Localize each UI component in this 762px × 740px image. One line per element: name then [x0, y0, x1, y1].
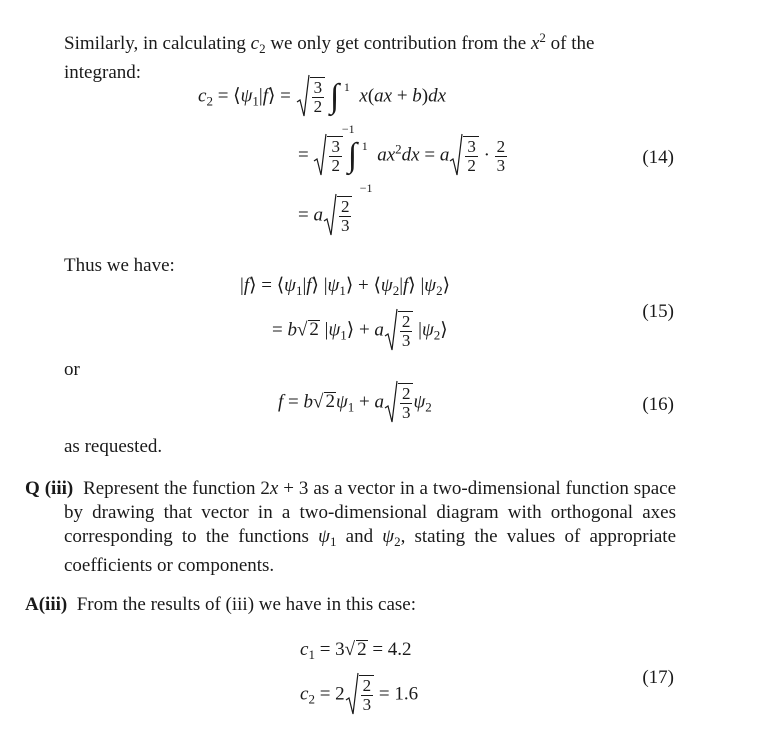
- eq16-label: (16): [642, 394, 674, 415]
- eq14-line1: $c_2$ = $⟨\psi_1|f⟩$ = $\frac{3}{2}$ ∫ 1 −1 x(ax + b)dx: [198, 74, 446, 120]
- eq17-coef-three: 3: [335, 639, 345, 660]
- question-label: Q (iii): [25, 478, 74, 499]
- intro-end: of the: [550, 33, 595, 54]
- question-iii: Q (iii) Represent the function 2x + 3 as a vector in a two-dimensional function space by drawing that vector in a two-dimensional diagram with orthogonal axes corresponding to the functions $\psi_1$ and $\psi_2$, stating the values of appropriate coefficients or components.: [25, 478, 676, 576]
- question-text-2: + 3 as a vector in a two-dimensional function space by drawing that vector in a two-dimensional diagram with orthogonal axes corresponding to the functions: [64, 478, 676, 547]
- eq16-line: f = b√ $2\psi_1 + a$ $\frac{2}{3}$ $\psi_2$: [278, 380, 432, 426]
- requested-text: as requested.: [64, 436, 163, 457]
- eq17-line2: $c_2 = 2$ $\frac{2}{3}$ = 1.6: [300, 672, 418, 718]
- question-text-4: , stating the values of appropriate coefficients or components.: [64, 526, 676, 576]
- answer-label: A(iii): [25, 594, 68, 615]
- eq14-line3: = a $\frac{2}{3}$: [298, 193, 352, 239]
- intro-term: x: [530, 33, 540, 54]
- eq17-label: (17): [642, 667, 674, 688]
- eq17-line1: $c_1 = 3√$ 2 = 4.2: [300, 639, 412, 662]
- answer-text: From the results of (iii) we have in this case:: [76, 594, 417, 615]
- intro-term-sup: 2: [539, 30, 546, 45]
- eq17-coef-two: 2: [335, 683, 345, 705]
- thus-text: Thus we have:: [64, 255, 175, 276]
- intro-text: Similarly, in calculating: [64, 33, 246, 54]
- intro-mid: we only get contribution from the: [270, 33, 527, 54]
- eq14-label: (14): [642, 147, 674, 168]
- answer-iii: [25, 593, 416, 617]
- eq15-label: (15): [642, 301, 674, 322]
- intro-var-sub: 2: [259, 41, 266, 56]
- eq15-line1: |f⟩ = $⟨\psi_1|f⟩$ $|\psi_1⟩$ + $⟨\psi_2|f⟩$ $|\psi_2⟩$: [240, 275, 450, 298]
- intro-line2: integrand:: [64, 62, 142, 83]
- eq14-line2: = $\frac{3}{2}$ ∫ 1 −1 $ax^2dx = a$ $\frac{3}{2}$ · $\frac{2}{3}$: [298, 133, 507, 179]
- question-text-3: and: [345, 526, 374, 547]
- or-text: or: [64, 359, 80, 380]
- eq15-line2: = b√ 2 $|\psi_1⟩ + a$ $\frac{2}{3}$ $|\psi_2⟩$: [272, 308, 448, 354]
- intro-var: c: [250, 33, 260, 54]
- eq17-c1-value: = 4.2: [372, 639, 412, 660]
- eq17-c2-value: = 1.6: [378, 683, 419, 705]
- question-text-1: Represent the function 2: [83, 478, 270, 499]
